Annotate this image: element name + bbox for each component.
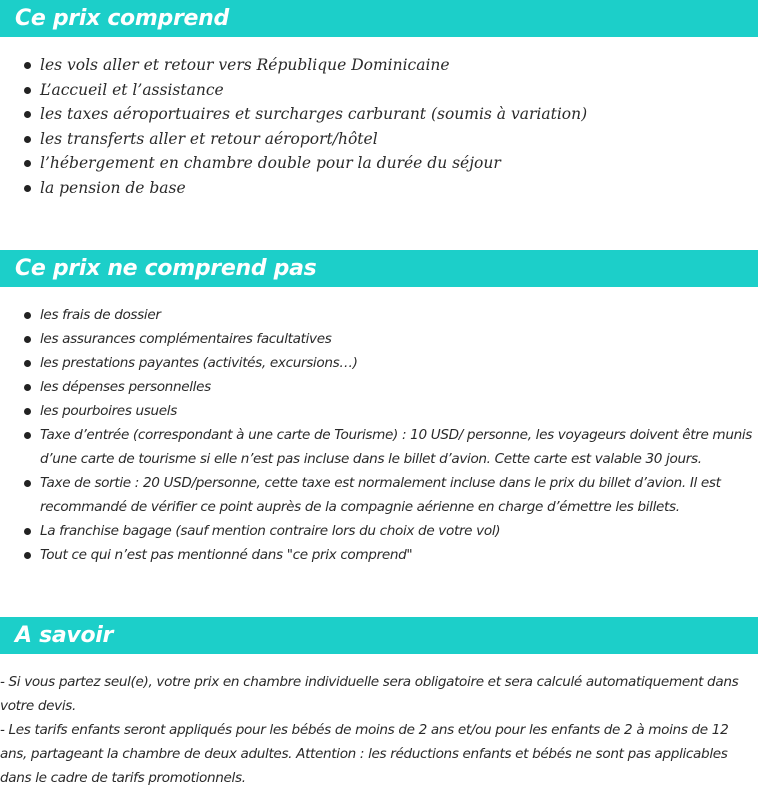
list-item: les vols aller et retour vers République Dominicaine	[0, 53, 587, 78]
list-item: les frais de dossier	[0, 303, 758, 327]
list-item: les transferts aller et retour aéroport/hôtel	[0, 127, 587, 152]
list-item: La franchise bagage (sauf mention contraire lors du choix de votre vol)	[0, 519, 758, 543]
savoir-section-title: A savoir	[0, 617, 758, 654]
list-item: les prestations payantes (activités, excursions…)	[0, 351, 758, 375]
list-item: les taxes aéroportuaires et surcharges carburant (soumis à variation)	[0, 102, 587, 127]
savoir-paragraph: - Les tarifs enfants seront appliqués pour les bébés de moins de 2 ans et/ou pour les enfants de 2 à moins de 12 ans, partageant la chambre de deux adultes. Attention : les réductions enfants et bébés ne sont pas applicables dans le cadre de tarifs promotionnels.	[0, 722, 729, 786]
list-item: Taxe d’entrée (correspondant à une carte de Tourisme) : 10 USD/ personne, les voyageurs doivent être munis d’une carte de tourisme si elle n’est pas incluse dans le billet d’avion. Cette carte est valable 30 jours.	[0, 423, 758, 471]
included-list	[0, 53, 587, 201]
list-item: L’accueil et l’assistance	[0, 78, 587, 103]
included-section-title: Ce prix comprend	[0, 0, 758, 37]
list-item: les pourboires usuels	[0, 399, 758, 423]
list-item: les assurances complémentaires facultatives	[0, 327, 758, 351]
savoir-text	[0, 670, 758, 790]
excluded-section-title: Ce prix ne comprend pas	[0, 250, 758, 287]
excluded-list	[0, 303, 758, 567]
list-item: Tout ce qui n’est pas mentionné dans "ce prix comprend"	[0, 543, 758, 567]
list-item: l’hébergement en chambre double pour la durée du séjour	[0, 151, 587, 176]
savoir-paragraph: - Si vous partez seul(e), votre prix en chambre individuelle sera obligatoire et sera calculé automatiquement dans votre devis.	[0, 674, 739, 714]
list-item: la pension de base	[0, 176, 587, 201]
list-item: les dépenses personnelles	[0, 375, 758, 399]
list-item: Taxe de sortie : 20 USD/personne, cette taxe est normalement incluse dans le prix du billet d’avion. Il est recommandé de vérifier ce point auprès de la compagnie aérienne en charge d’émettre les billets.	[0, 471, 758, 519]
